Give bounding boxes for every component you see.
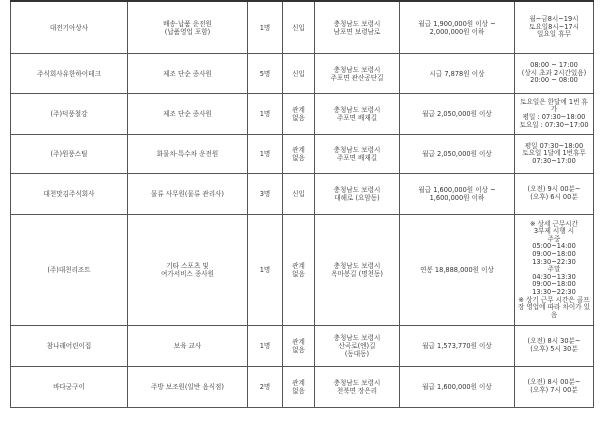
headcount-cell: 1명 — [248, 94, 283, 135]
location-cell: 충청남도 보령시 천북면 장은리 — [315, 367, 400, 408]
location-cell: 충청남도 보령시 주포면 관산공단길 — [315, 54, 400, 94]
career-cell: 관계 없음 — [283, 367, 315, 408]
career-cell: 신입 — [283, 174, 315, 215]
job-title-cell: 화물차·특수차 운전원 — [128, 135, 248, 174]
location-cell: 충청남도 보령시 옥마봉길 (명천동) — [315, 215, 400, 326]
table-row — [11, 54, 594, 94]
job-title-cell: 물류 사무원(물류 관리사) — [128, 174, 248, 215]
wage-cell: 월급 1,900,000원 이상 ~ 2,000,000원 이하 — [400, 1, 515, 54]
schedule-cell: 토요일은 한달에 1번 휴가 평일 : 07:30~18:00 토요일 : 07:30~17:00 — [515, 94, 594, 135]
job-title-cell: 배송·납품 운전원 (납품영업 포함) — [128, 1, 248, 54]
career-cell: 신입 — [283, 1, 315, 54]
wage-cell: 월급 2,050,000원 이상 — [400, 94, 515, 135]
schedule-cell: ※ 상세 근무시간 3부제 시행 시 주중 05:00~14:00 09:00~18:00 13:30~22:30 주말 04:30~13:30 09:00~18:00 13:30~22:30 ※ 상기 근무 시간은 골프 장 영업에 따라 차이가 있 음 — [515, 215, 594, 326]
company-cell: 주식회사유한하이테크 — [11, 54, 128, 94]
table-body — [11, 1, 594, 408]
company-cell: (주)덕풍철강 — [11, 94, 128, 135]
location-cell: 충청남도 보령시 주포면 배재길 — [315, 135, 400, 174]
job-listing-sheet — [10, 0, 593, 408]
table-row — [11, 215, 594, 326]
job-title-cell: 제조 단순 종사원 — [128, 94, 248, 135]
career-cell: 관계 없음 — [283, 326, 315, 367]
career-cell: 관계 없음 — [283, 215, 315, 326]
wage-cell: 시급 7,878원 이상 — [400, 54, 515, 94]
job-title-cell: 기타 스포츠 및 여가서비스 종사원 — [128, 215, 248, 326]
headcount-cell: 2명 — [248, 367, 283, 408]
headcount-cell: 1명 — [248, 326, 283, 367]
table-row — [11, 135, 594, 174]
job-title-cell: 제조 단순 종사원 — [128, 54, 248, 94]
table-row — [11, 1, 594, 54]
headcount-cell: 1명 — [248, 135, 283, 174]
company-cell: 대전기아상사 — [11, 1, 128, 54]
location-cell: 충청남도 보령시 대해로 (요암동) — [315, 174, 400, 215]
job-title-cell: 주방 보조원(일반 음식점) — [128, 367, 248, 408]
company-cell: (주)대천리조트 — [11, 215, 128, 326]
headcount-cell: 3명 — [248, 174, 283, 215]
table-row — [11, 367, 594, 408]
wage-cell: 월급 1,600,000원 이상 — [400, 367, 515, 408]
location-cell: 충청남도 보령시 주포면 배재길 — [315, 94, 400, 135]
table-row — [11, 94, 594, 135]
schedule-cell: (오전) 8시 30분~ (오후) 5시 30분 — [515, 326, 594, 367]
career-cell: 신입 — [283, 54, 315, 94]
schedule-cell: (오전) 8시 00분~ (오후) 7시 00분 — [515, 367, 594, 408]
location-cell: 충청남도 보령시 산곡로(엔)길 (동대동) — [315, 326, 400, 367]
wage-cell: 월급 2,050,000원 이상 — [400, 135, 515, 174]
schedule-cell: (오전) 9시 00분~ (오후) 6시 00분 — [515, 174, 594, 215]
company-cell: 대천맛김주식회사 — [11, 174, 128, 215]
wage-cell: 월급 1,600,000원 이상 ~ 1,600,000원 이하 — [400, 174, 515, 215]
schedule-cell: 월~금8시~19시 토요일8시~17시 일요일 휴무 — [515, 1, 594, 54]
career-cell: 관계 없음 — [283, 135, 315, 174]
schedule-cell: 평일 07:30~18:00 토요일 1달에 1번휴무 07:30~17:00 — [515, 135, 594, 174]
company-cell: 참나래어린이집 — [11, 326, 128, 367]
schedule-cell: 08:00 ~ 17:00 (상시 초과 2시간있음) 20:00 ~ 08:00 — [515, 54, 594, 94]
table-row — [11, 326, 594, 367]
wage-cell: 월급 1,573,770원 이상 — [400, 326, 515, 367]
career-cell: 관계 없음 — [283, 94, 315, 135]
job-title-cell: 보육 교사 — [128, 326, 248, 367]
job-listing-table — [10, 0, 594, 408]
location-cell: 충청남도 보령시 남포면 보령남로 — [315, 1, 400, 54]
headcount-cell: 1명 — [248, 1, 283, 54]
company-cell: 바다궁구이 — [11, 367, 128, 408]
wage-cell: 연봉 18,888,000원 이상 — [400, 215, 515, 326]
company-cell: (주)원풍스틸 — [11, 135, 128, 174]
table-row — [11, 174, 594, 215]
headcount-cell: 1명 — [248, 215, 283, 326]
headcount-cell: 5명 — [248, 54, 283, 94]
